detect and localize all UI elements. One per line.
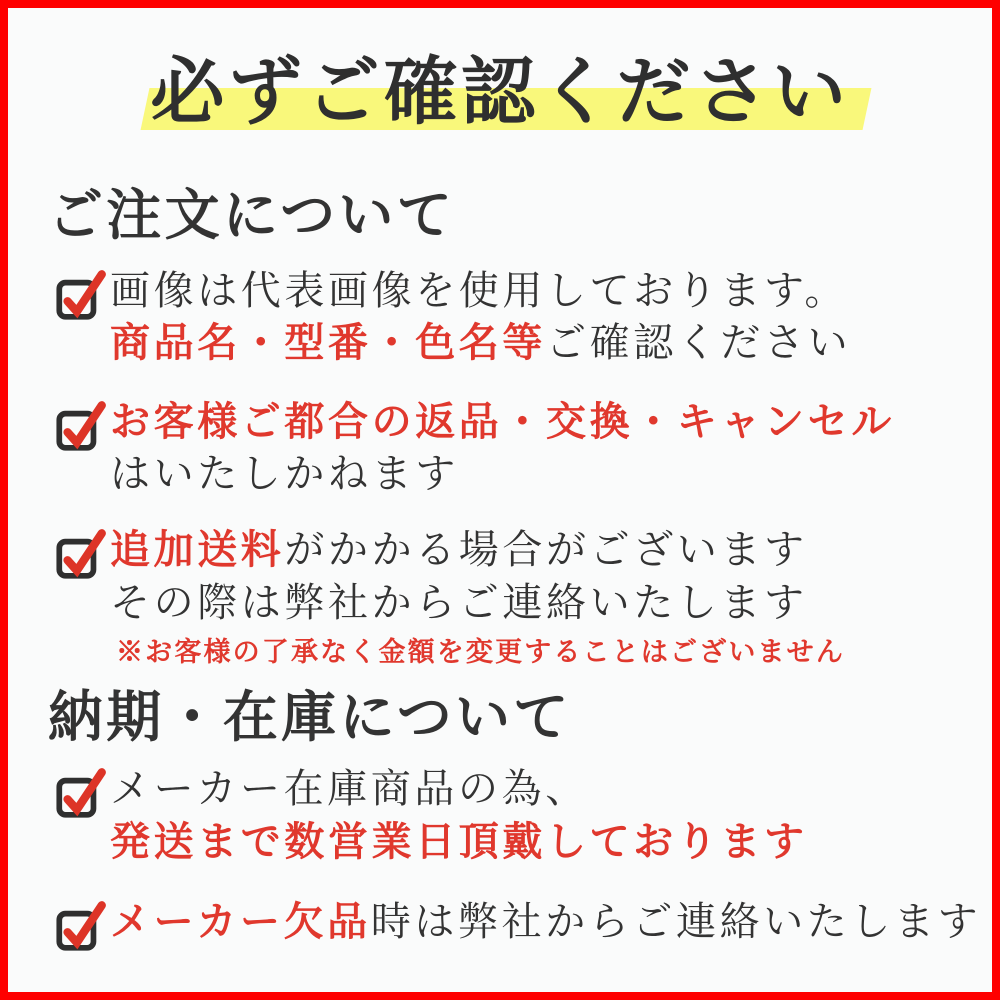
text-segment-red: 発送まで数営業日頂戴しております — [110, 818, 808, 864]
list-item-maker-stock — [54, 763, 992, 868]
text-segment: ご確認ください — [546, 320, 852, 366]
item-line — [110, 396, 895, 448]
text-segment: 時は弊社からご連絡いたします — [370, 898, 982, 944]
list-item-returns — [54, 396, 992, 501]
item-line — [110, 896, 981, 948]
item-text — [110, 763, 808, 868]
item-text — [110, 265, 851, 370]
text-segment: その際は弊社からご連絡いたします — [110, 579, 808, 625]
item-line — [110, 763, 808, 815]
text-segment-red: お客様ご都合の返品・交換・キャンセル — [110, 398, 895, 444]
item-line — [110, 317, 851, 369]
text-segment: 画像は代表画像を使用しております。 — [110, 267, 848, 313]
checkbox-checked-icon — [54, 524, 106, 582]
section-heading-order: ご注文について — [48, 185, 456, 246]
item-text — [110, 896, 981, 948]
item-text — [110, 396, 895, 501]
item-line — [110, 448, 895, 500]
checkbox-checked-icon — [54, 396, 106, 454]
text-segment-red: 追加送料 — [110, 527, 285, 573]
price-change-note: ※お客様の了承なく金額を変更することはございません — [116, 637, 845, 668]
item-line — [110, 524, 845, 576]
text-segment-red: 商品名・型番・色名等 — [110, 320, 546, 366]
item-line — [110, 816, 808, 868]
list-item-representative-image — [54, 265, 992, 370]
text-segment: がかかる場合がございます — [284, 527, 808, 573]
list-item-maker-out-of-stock — [54, 896, 992, 954]
checkbox-checked-icon — [54, 763, 106, 821]
text-segment: メーカー在庫商品の為、 — [110, 766, 589, 812]
checkbox-checked-icon — [54, 896, 106, 954]
page-title: 必ずご確認ください — [150, 52, 850, 134]
text-segment: はいたしかねます — [110, 450, 459, 496]
list-item-extra-shipping — [54, 524, 992, 670]
checkbox-checked-icon — [54, 265, 106, 323]
item-text — [110, 524, 845, 670]
item-line — [110, 577, 845, 629]
section-heading-delivery-stock: 納期・在庫について — [48, 687, 572, 749]
title-banner — [8, 44, 992, 152]
text-segment-red: メーカー欠品 — [110, 898, 371, 944]
item-line — [110, 265, 851, 317]
